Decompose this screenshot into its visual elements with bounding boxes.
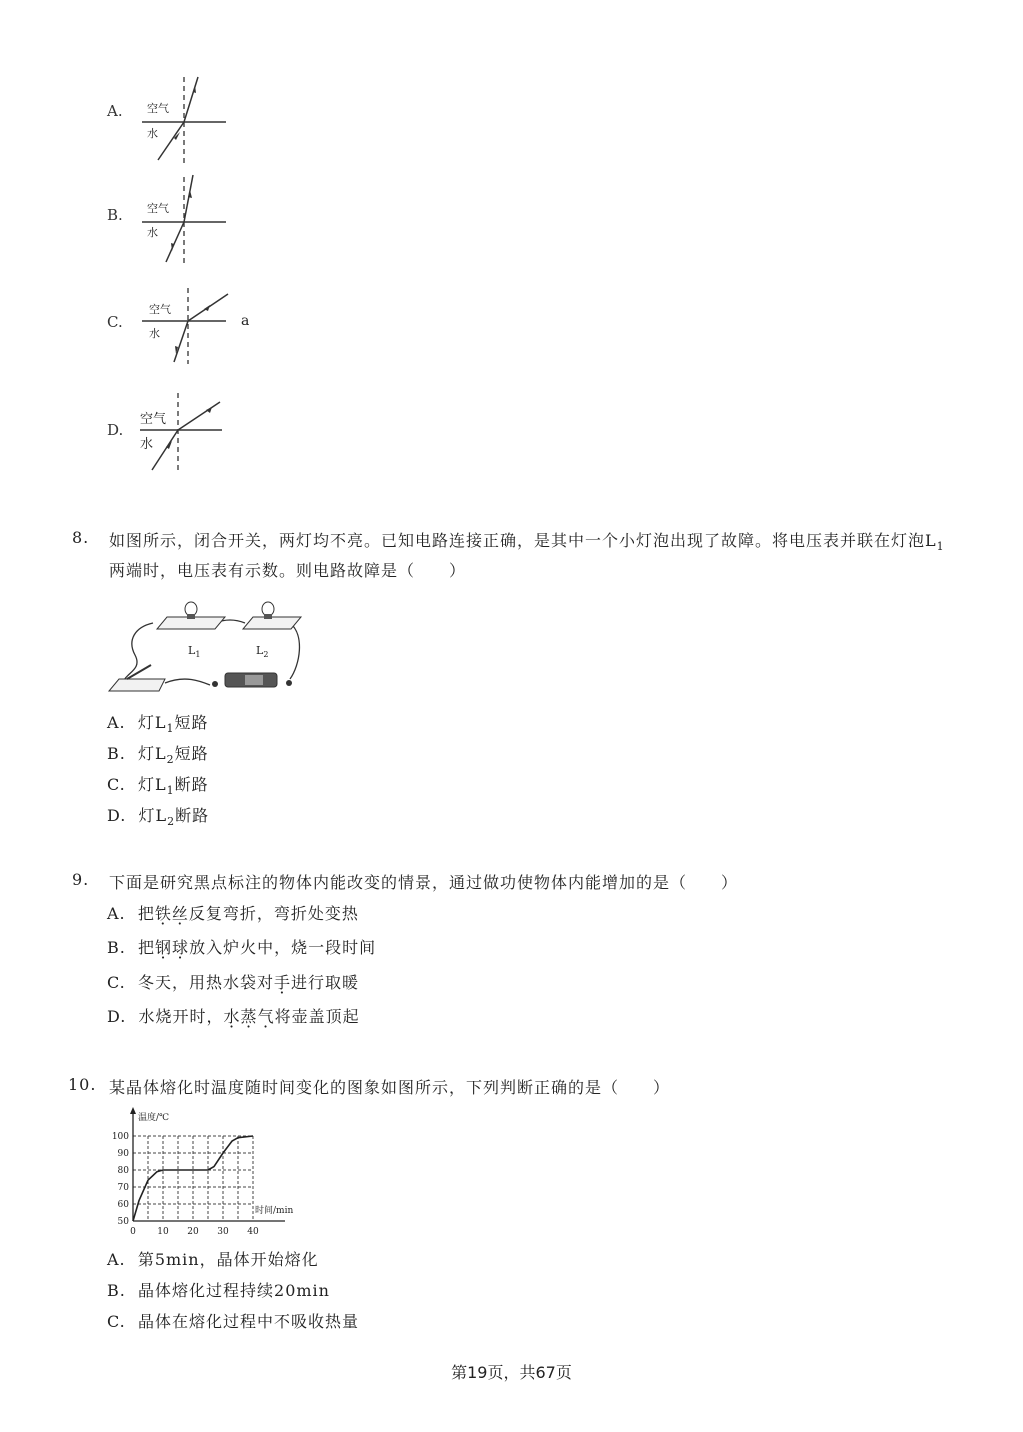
air-label: 空气 <box>149 303 171 316</box>
label-a: a <box>241 313 250 329</box>
option-a: A. 把铁丝反复弯折，弯折处变热 <box>107 904 359 923</box>
option-d: D. 灯$L_2$断路 <box>107 806 210 829</box>
bulb-label-l1: $L_1$ <box>188 644 201 660</box>
x-tick-label: 0 <box>130 1227 136 1237</box>
question-stem-line2: 两端时，电压表有示数。则电路故障是（ ） <box>109 561 467 580</box>
page-footer: 第19页，共67页 <box>451 1363 572 1382</box>
option-a: A. 灯$L_1$短路 <box>107 713 209 736</box>
question-number: 9. <box>72 870 90 889</box>
option-letter: A. <box>107 102 123 120</box>
question-stem: 下面是研究黑点标注的物体内能改变的情景，通过做功使物体内能增加的是（ ） <box>109 873 739 892</box>
x-tick-label: 30 <box>217 1227 229 1237</box>
y-tick-label: 50 <box>117 1217 129 1227</box>
y-tick-label: 80 <box>117 1166 129 1176</box>
x-tick-label: 10 <box>157 1227 169 1237</box>
air-label: 空气 <box>140 412 167 427</box>
air-label: 空气 <box>147 202 169 215</box>
option-letter: C. <box>107 313 123 331</box>
refraction-diagram-a <box>138 72 233 167</box>
melting-chart <box>100 1104 315 1242</box>
option-c: C. 灯$L_1$断路 <box>107 775 209 798</box>
x-axis-label: 时间/min <box>255 1206 294 1216</box>
option-d: D. 水烧开时，水蒸气将壶盖顶起 <box>107 1007 360 1026</box>
y-tick-label: 70 <box>117 1183 129 1193</box>
option-b: B. 灯$L_2$短路 <box>107 744 209 767</box>
circuit-diagram <box>105 595 315 700</box>
question-number: 8. <box>72 528 90 547</box>
water-label: 水 <box>147 226 158 239</box>
option-a: A. 第5min，晶体开始熔化 <box>107 1250 319 1269</box>
question-stem: 某晶体熔化时温度随时间变化的图象如图所示，下列判断正确的是（ ） <box>109 1078 671 1097</box>
x-tick-label: 40 <box>247 1227 259 1237</box>
water-label: 水 <box>140 437 154 452</box>
option-b: B. 把钢球放入炉火中，烧一段时间 <box>107 938 377 957</box>
refraction-diagram-b <box>138 172 233 267</box>
bulb-label-l2: $L_2$ <box>256 644 269 660</box>
question-number: 10. <box>68 1075 97 1094</box>
option-c: C. 冬天，用热水袋对手进行取暖 <box>107 973 359 992</box>
option-letter: D. <box>107 421 124 439</box>
option-c: C. 晶体在熔化过程中不吸收热量 <box>107 1312 359 1331</box>
question-stem-line1: 如图所示，闭合开关，两灯均不亮。已知电路连接正确，是其中一个小灯泡出现了故障。将电压表并联在灯泡$L_1$ <box>109 531 945 554</box>
option-letter: B. <box>107 206 123 224</box>
y-axis-arrow <box>130 1107 136 1114</box>
y-tick-label: 60 <box>117 1200 129 1210</box>
water-label: 水 <box>147 127 158 140</box>
y-tick-label: 100 <box>111 1132 129 1142</box>
y-tick-label: 90 <box>117 1149 129 1159</box>
x-tick-label: 20 <box>187 1227 199 1237</box>
air-label: 空气 <box>147 102 169 115</box>
y-axis-label: 温度/℃ <box>138 1113 170 1123</box>
option-b: B. 晶体熔化过程持续20min <box>107 1281 330 1300</box>
water-label: 水 <box>149 327 160 340</box>
